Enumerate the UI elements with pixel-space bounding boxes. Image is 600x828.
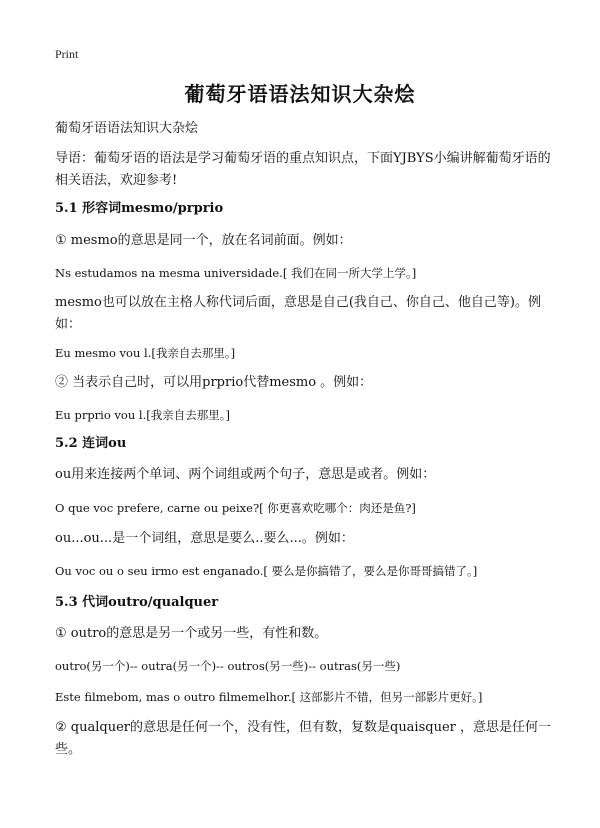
intro-paragraph: 导语：葡萄牙语的语法是学习葡萄牙语的重点知识点，下面YJBYS小编讲解葡萄牙语的相关语法，欢迎参考!: [55, 151, 551, 188]
print-link[interactable]: Print: [55, 47, 79, 61]
section2-para-1: ou用来连接两个单词、两个词组或两个句子，意思是或者。例如：: [55, 467, 436, 482]
section-heading-5-2: 5.2 连词ou: [55, 436, 127, 451]
section-heading-5-3: 5.3 代词outro/qualquer: [55, 595, 219, 610]
section1-example-3: Eu prprio vou l.[我亲自去那里。]: [55, 408, 230, 422]
section1-para-2: mesmo也可以放在主格人称代词后面，意思是自己(我自己、你自己、他自己等)。例如：: [55, 295, 541, 332]
section2-example-2: Ou voc ou o seu irmo est enganado.[ 要么是你搞错了，要么是你哥哥搞错了。]: [55, 564, 478, 578]
section1-para-1: ① mesmo的意思是同一个，放在名词前面。例如：: [55, 233, 352, 248]
section1-para-3: ② 当表示自己时，可以用prprio代替mesmo 。例如：: [55, 375, 373, 390]
section3-para-2: ② qualquer的意思是任何一个，没有性，但有数，复数是quaisquer ，意思是任何一些。: [55, 720, 551, 757]
section3-para-1: ① outro的意思是另一个或另一些，有性和数。: [55, 626, 328, 641]
section1-example-2: Eu mesmo vou l.[我亲自去那里。]: [55, 346, 236, 360]
section3-example-2: Este filmebom, mas o outro filmemelhor.[ 这部影片不错，但另一部影片更好。]: [55, 690, 483, 704]
page-title: 葡萄牙语语法知识大杂烩: [184, 82, 416, 106]
section3-example-1: outro(另一个)-- outra(另一个)-- outros(另一些)-- outras(另一些): [55, 659, 401, 673]
section-heading-5-1: 5.1 形容词mesmo/prprio: [55, 201, 224, 216]
article-subtitle: 葡萄牙语语法知识大杂烩: [55, 121, 199, 136]
section2-para-2: ou...ou...是一个词组，意思是要么..要么...。例如：: [55, 531, 354, 546]
section1-example-1: Ns estudamos na mesma universidade.[ 我们在同一所大学上学。]: [55, 266, 417, 280]
section2-example-1: O que voc prefere, carne ou peixe?[ 你更喜欢吃哪个：肉还是鱼?]: [55, 501, 416, 515]
